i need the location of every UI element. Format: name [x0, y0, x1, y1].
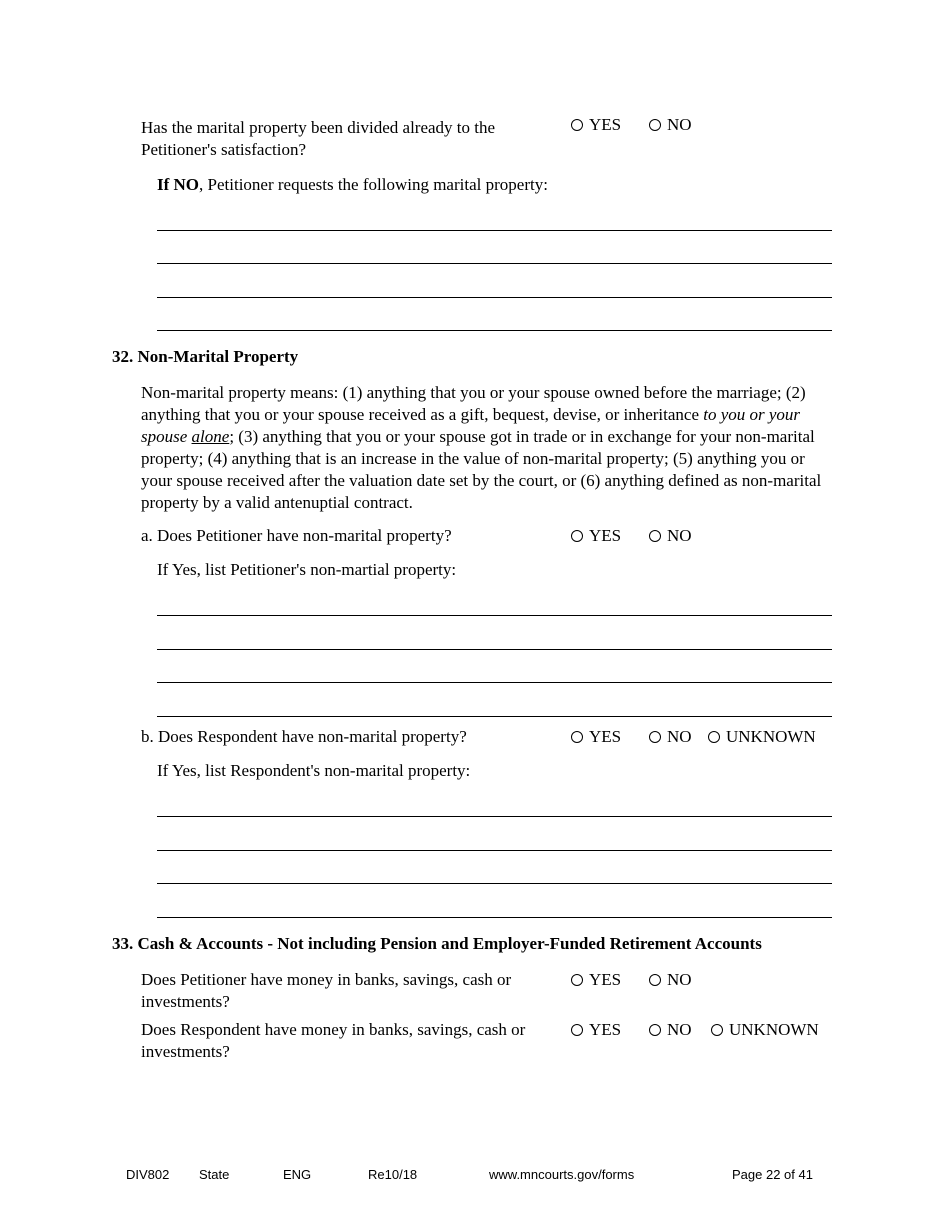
radio-circle-icon: [708, 731, 720, 743]
respondent-money-unknown-radio[interactable]: UNKNOWN: [711, 1019, 819, 1041]
answer-line[interactable]: [157, 230, 832, 231]
petitioner-money-yes-radio[interactable]: YES: [571, 969, 621, 991]
radio-circle-icon: [649, 731, 661, 743]
radio-circle-icon: [649, 1024, 661, 1036]
answer-line[interactable]: [157, 649, 832, 650]
radio-circle-icon: [571, 1024, 583, 1036]
answer-line[interactable]: [157, 615, 832, 616]
answer-line[interactable]: [157, 682, 832, 683]
answer-line[interactable]: [157, 263, 832, 264]
answer-line[interactable]: [157, 716, 832, 717]
divided-yes-radio[interactable]: YES: [571, 114, 621, 136]
petitioner-money-no-radio[interactable]: NO: [649, 969, 692, 991]
non-marital-definition: Non-marital property means: (1) anything that you or your spouse owned before the marriage; (2) anything that you or your spouse received as a gift, bequest, devise, or inheritance to you or your spouse alone; (3) anything that you or your spouse got in trade or in exchange for your non-marital property; (4) anything that is an increase in the value of non-marital property; (5) anything you or your spouse received after the valuation date set by the court, or (6) anything defined as non-marital property by a valid antenuptial contract.: [141, 383, 822, 512]
radio-circle-icon: [711, 1024, 723, 1036]
answer-line[interactable]: [157, 850, 832, 851]
respondent-money-no-radio[interactable]: NO: [649, 1019, 692, 1041]
respondent-nonmarital-yes-radio[interactable]: YES: [571, 726, 621, 748]
petitioner-nonmarital-no-radio[interactable]: NO: [649, 525, 692, 547]
answer-line[interactable]: [157, 297, 832, 298]
respondent-money-yes-radio[interactable]: YES: [571, 1019, 621, 1041]
radio-circle-icon: [649, 119, 661, 131]
footer-language: ENG: [283, 1167, 312, 1182]
respondent-list-label: If Yes, list Respondent's non-marital property:: [157, 761, 471, 780]
footer-page-number: Page 22 of 41: [732, 1167, 813, 1182]
footer-form-code: DIV802: [126, 1167, 170, 1182]
divided-question: Has the marital property been divided already to the Petitioner's satisfaction?: [141, 118, 496, 159]
radio-circle-icon: [571, 530, 583, 542]
radio-circle-icon: [571, 731, 583, 743]
petitioner-nonmarital-yes-radio[interactable]: YES: [571, 525, 621, 547]
footer-state: State: [199, 1167, 230, 1182]
footer-url[interactable]: www.mncourts.gov/forms: [489, 1167, 635, 1182]
answer-line[interactable]: [157, 330, 832, 331]
respondent-nonmarital-question: b. Does Respondent have non-marital property?: [141, 727, 467, 746]
respondent-nonmarital-unknown-radio[interactable]: UNKNOWN: [708, 726, 816, 748]
divided-no-radio[interactable]: NO: [649, 114, 692, 136]
section-32-heading: 32. Non-Marital Property: [112, 347, 299, 366]
petitioner-list-label: If Yes, list Petitioner's non-martial property:: [157, 560, 457, 579]
respondent-nonmarital-no-radio[interactable]: NO: [649, 726, 692, 748]
respondent-money-question: Does Respondent have money in banks, savings, cash or investments?: [141, 1020, 526, 1061]
answer-line[interactable]: [157, 883, 832, 884]
radio-circle-icon: [571, 974, 583, 986]
radio-circle-icon: [571, 119, 583, 131]
section-33-heading: 33. Cash & Accounts - Not including Pension and Employer-Funded Retirement Accounts: [112, 934, 762, 953]
petitioner-nonmarital-question: a. Does Petitioner have non-marital property?: [141, 526, 452, 545]
answer-line[interactable]: [157, 917, 832, 918]
ifno-instruction: If NO, Petitioner requests the following marital property:: [157, 175, 548, 194]
petitioner-money-question: Does Petitioner have money in banks, savings, cash or investments?: [141, 970, 512, 1011]
radio-circle-icon: [649, 974, 661, 986]
footer-revision: Re10/18: [368, 1167, 418, 1182]
radio-circle-icon: [649, 530, 661, 542]
answer-line[interactable]: [157, 816, 832, 817]
